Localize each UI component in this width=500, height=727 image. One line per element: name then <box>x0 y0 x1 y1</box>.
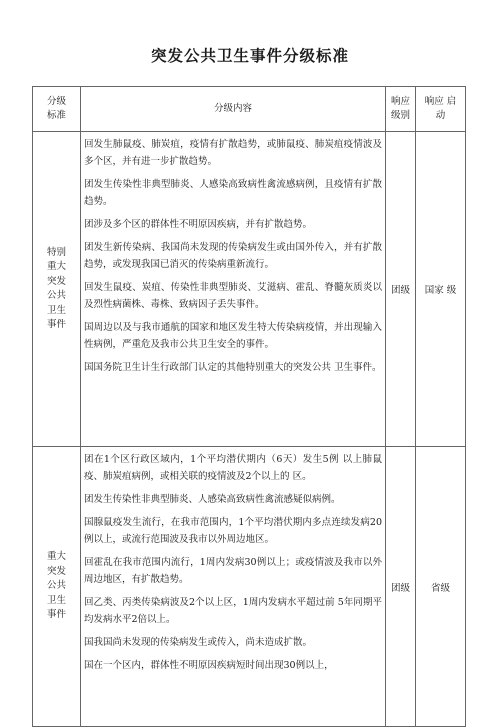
response-start-cell: 国家 级 <box>416 132 466 447</box>
header-start-line: 动 <box>435 110 446 121</box>
criteria-item: 团发生传染性非典型肺炎、人感染高致病性禽流感病例，且疫情有扩散趋势。 <box>84 179 382 207</box>
criteria-item: 国我国尚未发现的传染病发生或传入，尚未造成扩散。 <box>84 637 313 648</box>
document-title: 突发公共卫生事件分级标准 <box>150 46 349 65</box>
table-row <box>33 132 466 447</box>
criteria-item: 团在1个区行政区域内，1个平均潜伏期内（6天）发生5例 以上肺鼠疫、肺炭疽病例，或相关联的疫情波及2个以上的 区。 <box>84 454 382 482</box>
category-line: 事件 <box>46 609 66 621</box>
criteria-item: 国周边以及与我市通航的国家和地区发生特大传染病疫情，并出现输入性病例，严重危及我市公共卫生安全的事件。 <box>84 322 382 350</box>
criteria-item: 国在一个区内，群体性不明原因疾病短时间出现30例以上， <box>84 660 334 671</box>
category-cell <box>33 132 81 447</box>
header-content: 分级内容 <box>81 87 386 132</box>
header-level-line: 分级 <box>46 96 66 107</box>
criteria-item: 回发生肺鼠疫、肺炭疽，疫情有扩散趋势，或肺鼠疫、肺炭疽疫情波及多个区，并有进一步扩散趋势。 <box>84 139 382 167</box>
header-level <box>33 87 81 132</box>
response-level-cell: 团级 <box>386 447 416 727</box>
criteria-item: 国腺鼠疫发生流行，在我市范围内，1个平均潜伏期内多点连续发病20例以上，或流行范围波及我市以外周边地区。 <box>84 517 382 545</box>
category-line: 重大 <box>46 551 66 563</box>
category-line: 卫生 <box>46 594 66 606</box>
category-line: 卫生 <box>46 304 66 316</box>
category-cell <box>33 447 81 727</box>
table-header-row <box>33 87 466 132</box>
criteria-item: 国国务院卫生计生行政部门认定的其他特别重大的突发公共 卫生事件。 <box>84 362 382 373</box>
content-cell <box>81 132 386 447</box>
criteria-item: 团涉及多个区的群体性不明原因疾病，并有扩散趋势。 <box>84 219 313 230</box>
header-level-line: 标准 <box>46 110 66 121</box>
header-response-line: 级别 <box>390 110 410 121</box>
criteria-item: 团发生新传染病、我国尚未发现的传染病发生或由国外传入，并有扩散趋势，或发现我国已消灭的传染病重新流行。 <box>84 242 382 270</box>
criteria-item: 回乙类、丙类传染病波及2个以上区，1周内发病水平超过前 5年同期平均发病水平2倍以上。 <box>84 597 382 625</box>
response-start-cell: 省级 <box>416 447 466 727</box>
table-row <box>33 447 466 727</box>
category-line: 突发 <box>46 275 66 287</box>
header-start <box>416 87 466 132</box>
category-line: 重大 <box>46 261 66 272</box>
response-level-cell: 团级 <box>386 132 416 447</box>
category-line: 事件 <box>46 319 66 330</box>
header-response-line: 响应 <box>390 96 410 107</box>
header-start-line: 响应 启 <box>424 96 457 107</box>
category-line: 特别 <box>46 246 66 258</box>
category-line: 突发 <box>46 565 66 577</box>
grading-table <box>32 86 466 727</box>
header-response <box>386 87 416 132</box>
criteria-item: 团发生传染性非典型肺炎、人感染高致病性禽流感疑似病例。 <box>84 494 341 505</box>
content-cell <box>81 447 386 727</box>
category-line: 公共 <box>46 580 66 592</box>
criteria-item: 回发生鼠疫、炭疽、传染性非典型肺炎、艾滋病、霍乱、脊髓灰质炎以及烈性病菌株、毒株、致病因子丢失事件。 <box>84 282 382 310</box>
criteria-item: 回霍乱在我市范围内流行，1周内发病30例以上；或疫情波及我市以外周边地区，有扩散趋势。 <box>84 557 382 585</box>
category-line: 公共 <box>46 290 66 301</box>
